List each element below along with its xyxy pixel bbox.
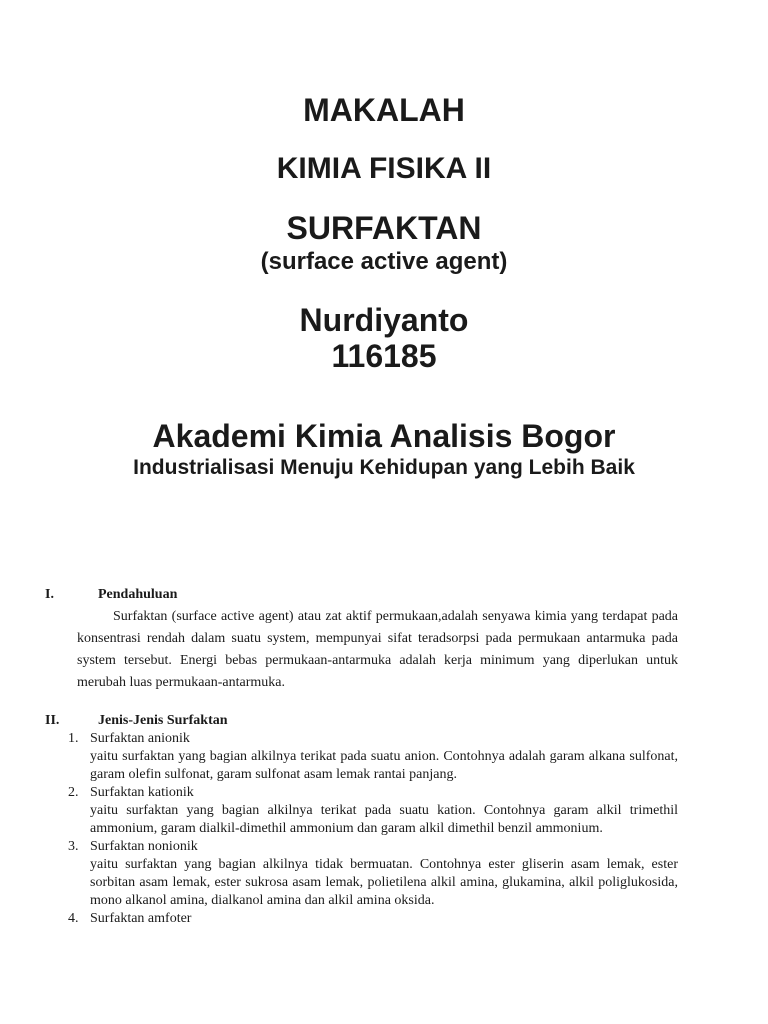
list-item-number: 4. <box>68 911 79 926</box>
topic-subtitle: (surface active agent) <box>260 248 508 275</box>
topic-title: SURFAKTAN <box>286 210 482 246</box>
list-item-number: 3. <box>68 839 79 854</box>
author-name: Nurdiyanto <box>299 302 469 338</box>
list-item-label: Surfaktan nonionik <box>90 839 198 854</box>
list-item-description: yaitu surfaktan yang bagian alkilnya tidak bermuatan. Contohnya ester gliserin asam lemak, ester sorbitan asam lemak, ester sukrosa asam lemak, polietilena alkil amina, glukamina, alkil poliglukosida, mono alkanol amina, dialkanol amina dan alkil amina oksida. <box>90 857 678 908</box>
section-title: Pendahuluan <box>98 587 178 602</box>
course-title: KIMIA FISIKA II <box>276 152 492 185</box>
list-item-label: Surfaktan anionik <box>90 731 190 746</box>
section-body-pendahuluan <box>77 606 678 694</box>
list-item-label: Surfaktan kationik <box>90 785 194 800</box>
list-item-label: Surfaktan amfoter <box>90 911 192 926</box>
list-item-description: yaitu surfaktan yang bagian alkilnya terikat pada suatu anion. Contohnya adalah garam alkana sulfonat, garam olefin sulfonat, garam sulfonat asam lemak rantai panjang. <box>90 749 678 782</box>
section-number: II. <box>45 713 60 728</box>
paragraph: Surfaktan (surface active agent) atau zat aktif permukaan,adalah senyawa kimia yang terdapat pada konsentrasi rendah dalam suatu system, mempunyai sifat teradsorpsi pada permukaan antarmuka pada system tersebut. Energi bebas permukaan-antarmuka adalah kerja minimum yang diperlukan untuk merubah luas permukaan-antarmuka. <box>77 609 678 690</box>
list-item-number: 2. <box>68 785 79 800</box>
list-item-number: 1. <box>68 731 79 746</box>
section-title: Jenis-Jenis Surfaktan <box>98 713 228 728</box>
institution-motto: Industrialisasi Menuju Kehidupan yang Lebih Baik <box>133 456 635 479</box>
section-number: I. <box>45 587 54 602</box>
list-item-description: yaitu surfaktan yang bagian alkilnya terikat pada suatu kation. Contohnya garam alkil trimethil ammonium, garam dialkil-dimethil ammonium dan garam alkil dimethil benzil ammonium. <box>90 803 678 836</box>
document-title: MAKALAH <box>303 92 465 128</box>
student-number: 116185 <box>331 338 437 374</box>
institution-name: Akademi Kimia Analisis Bogor <box>152 418 616 454</box>
